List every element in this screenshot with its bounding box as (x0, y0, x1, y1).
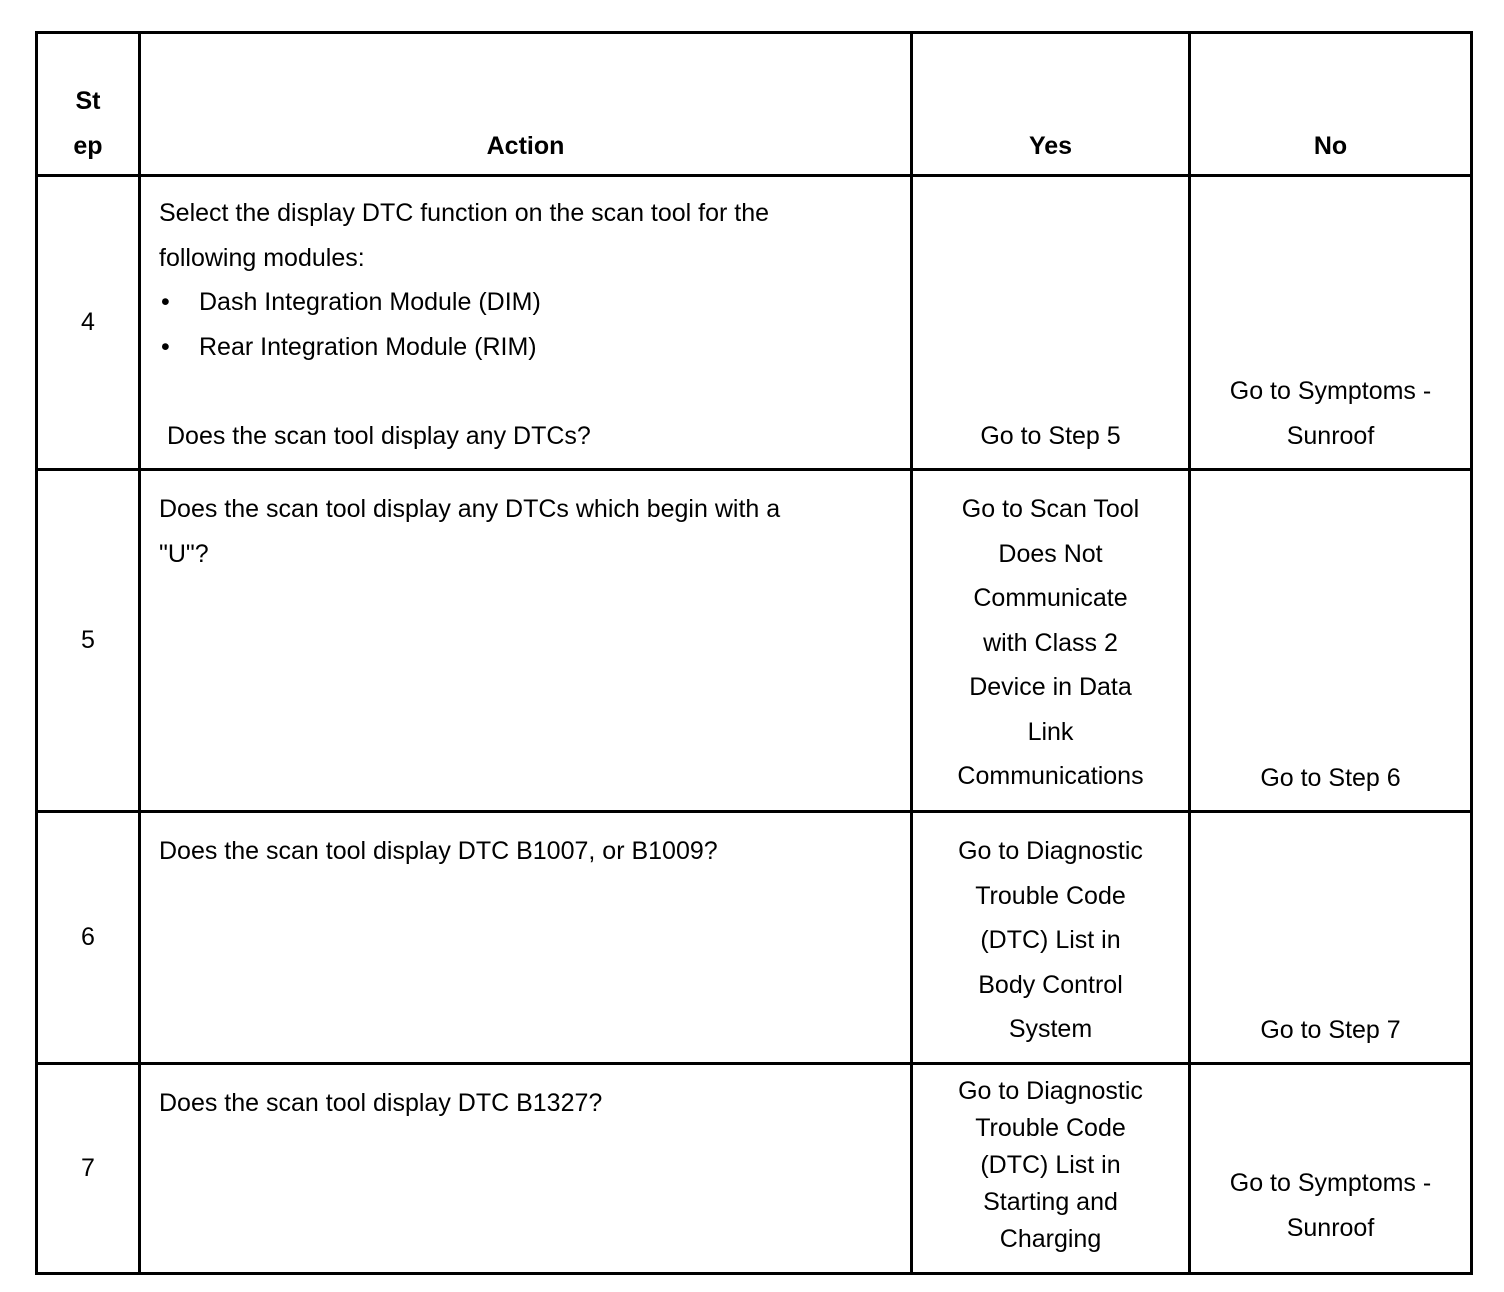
header-action: Action (140, 33, 912, 176)
step-number: 6 (37, 812, 140, 1064)
yes-text: Go to Step 5 (980, 421, 1121, 450)
list-item: • Dash Integration Module (DIM) (159, 280, 890, 325)
no-cell (1190, 470, 1472, 812)
action-cell (140, 1064, 912, 1274)
list-item: • Rear Integration Module (RIM) (159, 325, 890, 370)
diagnostic-table (35, 31, 1473, 1275)
action-intro-line2: following modules: (159, 243, 365, 272)
table-row (37, 812, 1472, 1064)
header-yes: Yes (912, 33, 1190, 176)
action-text: Does the scan tool display DTC B1327? (159, 1089, 603, 1117)
yes-cell (912, 1064, 1190, 1274)
yes-cell (912, 812, 1190, 1064)
action-intro-line1: Select the display DTC function on the scan tool for the (159, 199, 770, 227)
header-row (37, 33, 1472, 176)
action-cell (140, 812, 912, 1064)
yes-line: Go to Diagnostic (958, 1077, 1143, 1105)
yes-cell (912, 470, 1190, 812)
header-step-line1: St (75, 87, 101, 115)
yes-line: Starting and (983, 1188, 1118, 1216)
yes-line: Go to Diagnostic (958, 837, 1143, 865)
yes-line: Does Not (998, 539, 1103, 568)
yes-line: Device in Data (969, 673, 1132, 701)
table-row (37, 1064, 1472, 1274)
step-number: 4 (37, 176, 140, 470)
module-list (159, 280, 890, 369)
action-cell (140, 470, 912, 812)
action-cell (140, 176, 912, 470)
yes-line: Communications (957, 762, 1144, 790)
header-no: No (1190, 33, 1472, 176)
no-text-line1: Go to Symptoms - (1229, 1169, 1432, 1197)
action-line2: "U"? (159, 539, 209, 568)
yes-line: Link (1027, 717, 1074, 746)
yes-line: Trouble Code (975, 1114, 1126, 1142)
yes-line: Go to Scan Tool (961, 495, 1140, 523)
header-step (37, 33, 140, 176)
yes-cell (912, 176, 1190, 470)
no-text: Go to Step 6 (1260, 763, 1401, 792)
yes-line: (DTC) List in (980, 1151, 1121, 1179)
action-question: Does the scan tool display any DTCs? (167, 421, 591, 450)
yes-line: Body Control (978, 970, 1123, 999)
table-row (37, 470, 1472, 812)
step-number: 5 (37, 470, 140, 812)
yes-line: Charging (999, 1225, 1102, 1253)
no-text-line2: Sunroof (1286, 421, 1375, 450)
yes-line: with Class 2 (983, 628, 1118, 657)
yes-line: (DTC) List in (980, 926, 1121, 954)
no-cell (1190, 1064, 1472, 1274)
yes-line: Communicate (973, 584, 1128, 612)
yes-line: Trouble Code (975, 881, 1126, 910)
no-text-line1: Go to Symptoms - (1229, 377, 1432, 405)
table-row (37, 176, 1472, 470)
no-text: Go to Step 7 (1260, 1015, 1401, 1044)
action-text: Does the scan tool display DTC B1007, or B1009? (159, 837, 718, 865)
step-number: 7 (37, 1064, 140, 1274)
action-line1: Does the scan tool display any DTCs which begin with a (159, 495, 781, 523)
header-step-line2: ep (73, 131, 103, 160)
no-cell (1190, 176, 1472, 470)
no-text-line2: Sunroof (1286, 1213, 1375, 1242)
no-cell (1190, 812, 1472, 1064)
yes-line: System (1008, 1015, 1093, 1043)
